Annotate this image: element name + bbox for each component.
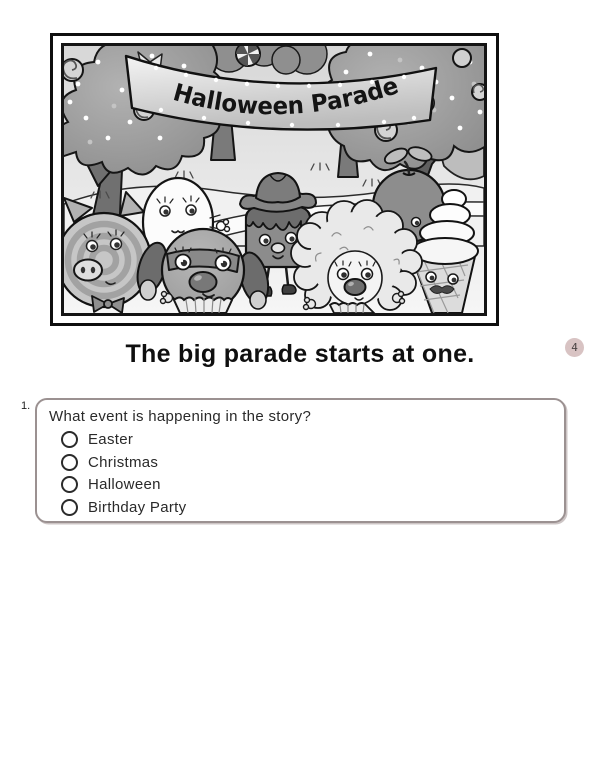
- option-label: Halloween: [88, 476, 161, 493]
- page-number-badge: 4: [565, 338, 584, 357]
- radio-christmas[interactable]: [61, 454, 78, 471]
- option-row-halloween[interactable]: [61, 476, 564, 493]
- banner-text: Halloween Parade: [170, 71, 403, 121]
- option-label: Easter: [88, 431, 134, 448]
- story-illustration: [61, 43, 487, 316]
- question-box: [35, 398, 566, 523]
- question-number: 1.: [21, 400, 31, 412]
- story-picture-frame: [50, 33, 499, 326]
- option-label: Birthday Party: [88, 498, 187, 516]
- option-row-christmas[interactable]: [61, 454, 564, 471]
- radio-easter[interactable]: [61, 431, 78, 448]
- story-sentence: The big parade starts at one.: [125, 340, 475, 368]
- option-row-birthday-party[interactable]: [61, 499, 564, 516]
- option-label: Christmas: [88, 453, 159, 471]
- cupcake-wrapper: [174, 298, 232, 314]
- radio-birthday-party[interactable]: [61, 499, 78, 516]
- option-row-easter[interactable]: [61, 431, 564, 448]
- radio-halloween[interactable]: [61, 476, 78, 493]
- question-prompt: What event is happening in the story?: [49, 408, 312, 425]
